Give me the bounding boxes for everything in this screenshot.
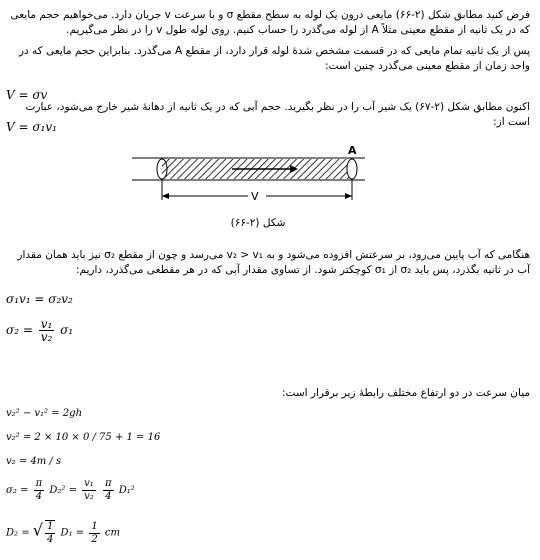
label-A: A xyxy=(348,144,357,157)
eq8-rhs: D₁² xyxy=(118,485,135,496)
paragraph-intro: فرض کنید مطابق شکل (۲-۶۶) مایعی درون یک لوله به سطح مقطع σ و با سرعت v جریان دارد. می‌خواهیم حجم مایعی که در یک ثانیه از مقطع معینی مثلاً A از لوله می‌گذرد را حساب کنیم. روی لوله طول v را در نظر می‌گیریم. xyxy=(10,9,530,36)
equation-sigma2 xyxy=(6,318,73,343)
fraction-num: π xyxy=(105,478,112,489)
equation-faucet-volume: V = σ₁v₁ xyxy=(6,120,57,134)
fraction-half xyxy=(89,521,99,546)
equation-energy: v₂² − v₁² = 2gh xyxy=(6,408,83,419)
equation-continuity: σ₁v₁ = σ₂v₂ xyxy=(6,292,73,306)
fraction-den: 4 xyxy=(105,491,112,502)
fraction-sqrt xyxy=(45,520,55,546)
figure-caption: شکل (۲-۶۶) xyxy=(230,217,286,229)
eq4-rhs: σ₁ xyxy=(60,323,74,337)
fraction-den: 2 xyxy=(91,533,98,545)
equation-v2: v₂ = 4m / s xyxy=(6,456,62,467)
pipe-figure xyxy=(120,144,420,230)
paragraph-velocity-relation: میان سرعت در دو ارتفاع مختلف رابطهٔ زیر برقرار است: xyxy=(281,387,530,399)
fraction-v1-v2-b xyxy=(82,478,96,503)
eq8-lhs: σ₂ = xyxy=(6,485,29,496)
equation-diameter xyxy=(6,520,120,546)
dimension-arrow-left xyxy=(162,193,169,199)
paragraph-faucet: اکنون مطابق شکل (۲-۶۷) یک شیر آب را در نظر بگیرید. حجم آبی که در یک ثانیه از دهانهٔ شیر خارج می‌شود، عبارت است از: xyxy=(25,101,530,128)
eq9-unit: cm xyxy=(104,527,120,539)
fraction-pi-4-a xyxy=(34,478,45,503)
fraction-num: π xyxy=(35,478,43,489)
fraction-den: 4 xyxy=(46,534,54,545)
cross-section-A xyxy=(347,159,357,179)
fraction-den: v₂ xyxy=(84,491,94,502)
fraction-num: v₁ xyxy=(84,478,94,489)
label-V: V xyxy=(251,190,259,203)
sqrt-sign: √ xyxy=(32,520,43,540)
eq9-lhs: D₂ = xyxy=(6,527,30,539)
equation-v2-squared: v₂² = 2 × 10 × 0 / 75 + 1 = 16 xyxy=(6,432,161,443)
eq4-lhs: σ₂ = xyxy=(6,323,33,337)
fraction-den: 4 xyxy=(35,491,43,502)
fraction-pi-4-c xyxy=(103,478,114,503)
fraction-num: v₁ xyxy=(40,317,53,331)
paragraph-continuity: هنگامی که آب پایین می‌رود، بر سرعتش افزوده می‌شود و به v₂ > v₁ می‌رسد و چون از مقطع σ₂ نیز باید همان مقدار آب در ثانیه بگذرد، پس باید σ₂ از σ₁ کوچکتر شود. از تساوی مقدار آبی که در هر مقطعی می‌گذرد، داریم: xyxy=(17,249,530,276)
fraction-num: 1 xyxy=(46,521,54,532)
eq9-mid: D₁ = xyxy=(60,527,85,539)
eq8-mid: D₂² = xyxy=(49,485,77,496)
equation-area xyxy=(6,478,135,503)
fraction-v1-v2 xyxy=(39,318,55,343)
equation-volume-rate: V = σv xyxy=(6,88,48,102)
paragraph-volume: پس از یک ثانیه تمام مایعی که در قسمت مشخص شدهٔ لوله قرار دارد، از مقطع A می‌گذرد. بنابراین حجم مایعی که در واحد زمان از مقطع معینی می‌گذرد چنین است: xyxy=(18,45,530,72)
fraction-num: 1 xyxy=(91,520,98,532)
fraction-den: v₂ xyxy=(40,330,53,344)
dimension-arrow-right xyxy=(345,193,352,199)
